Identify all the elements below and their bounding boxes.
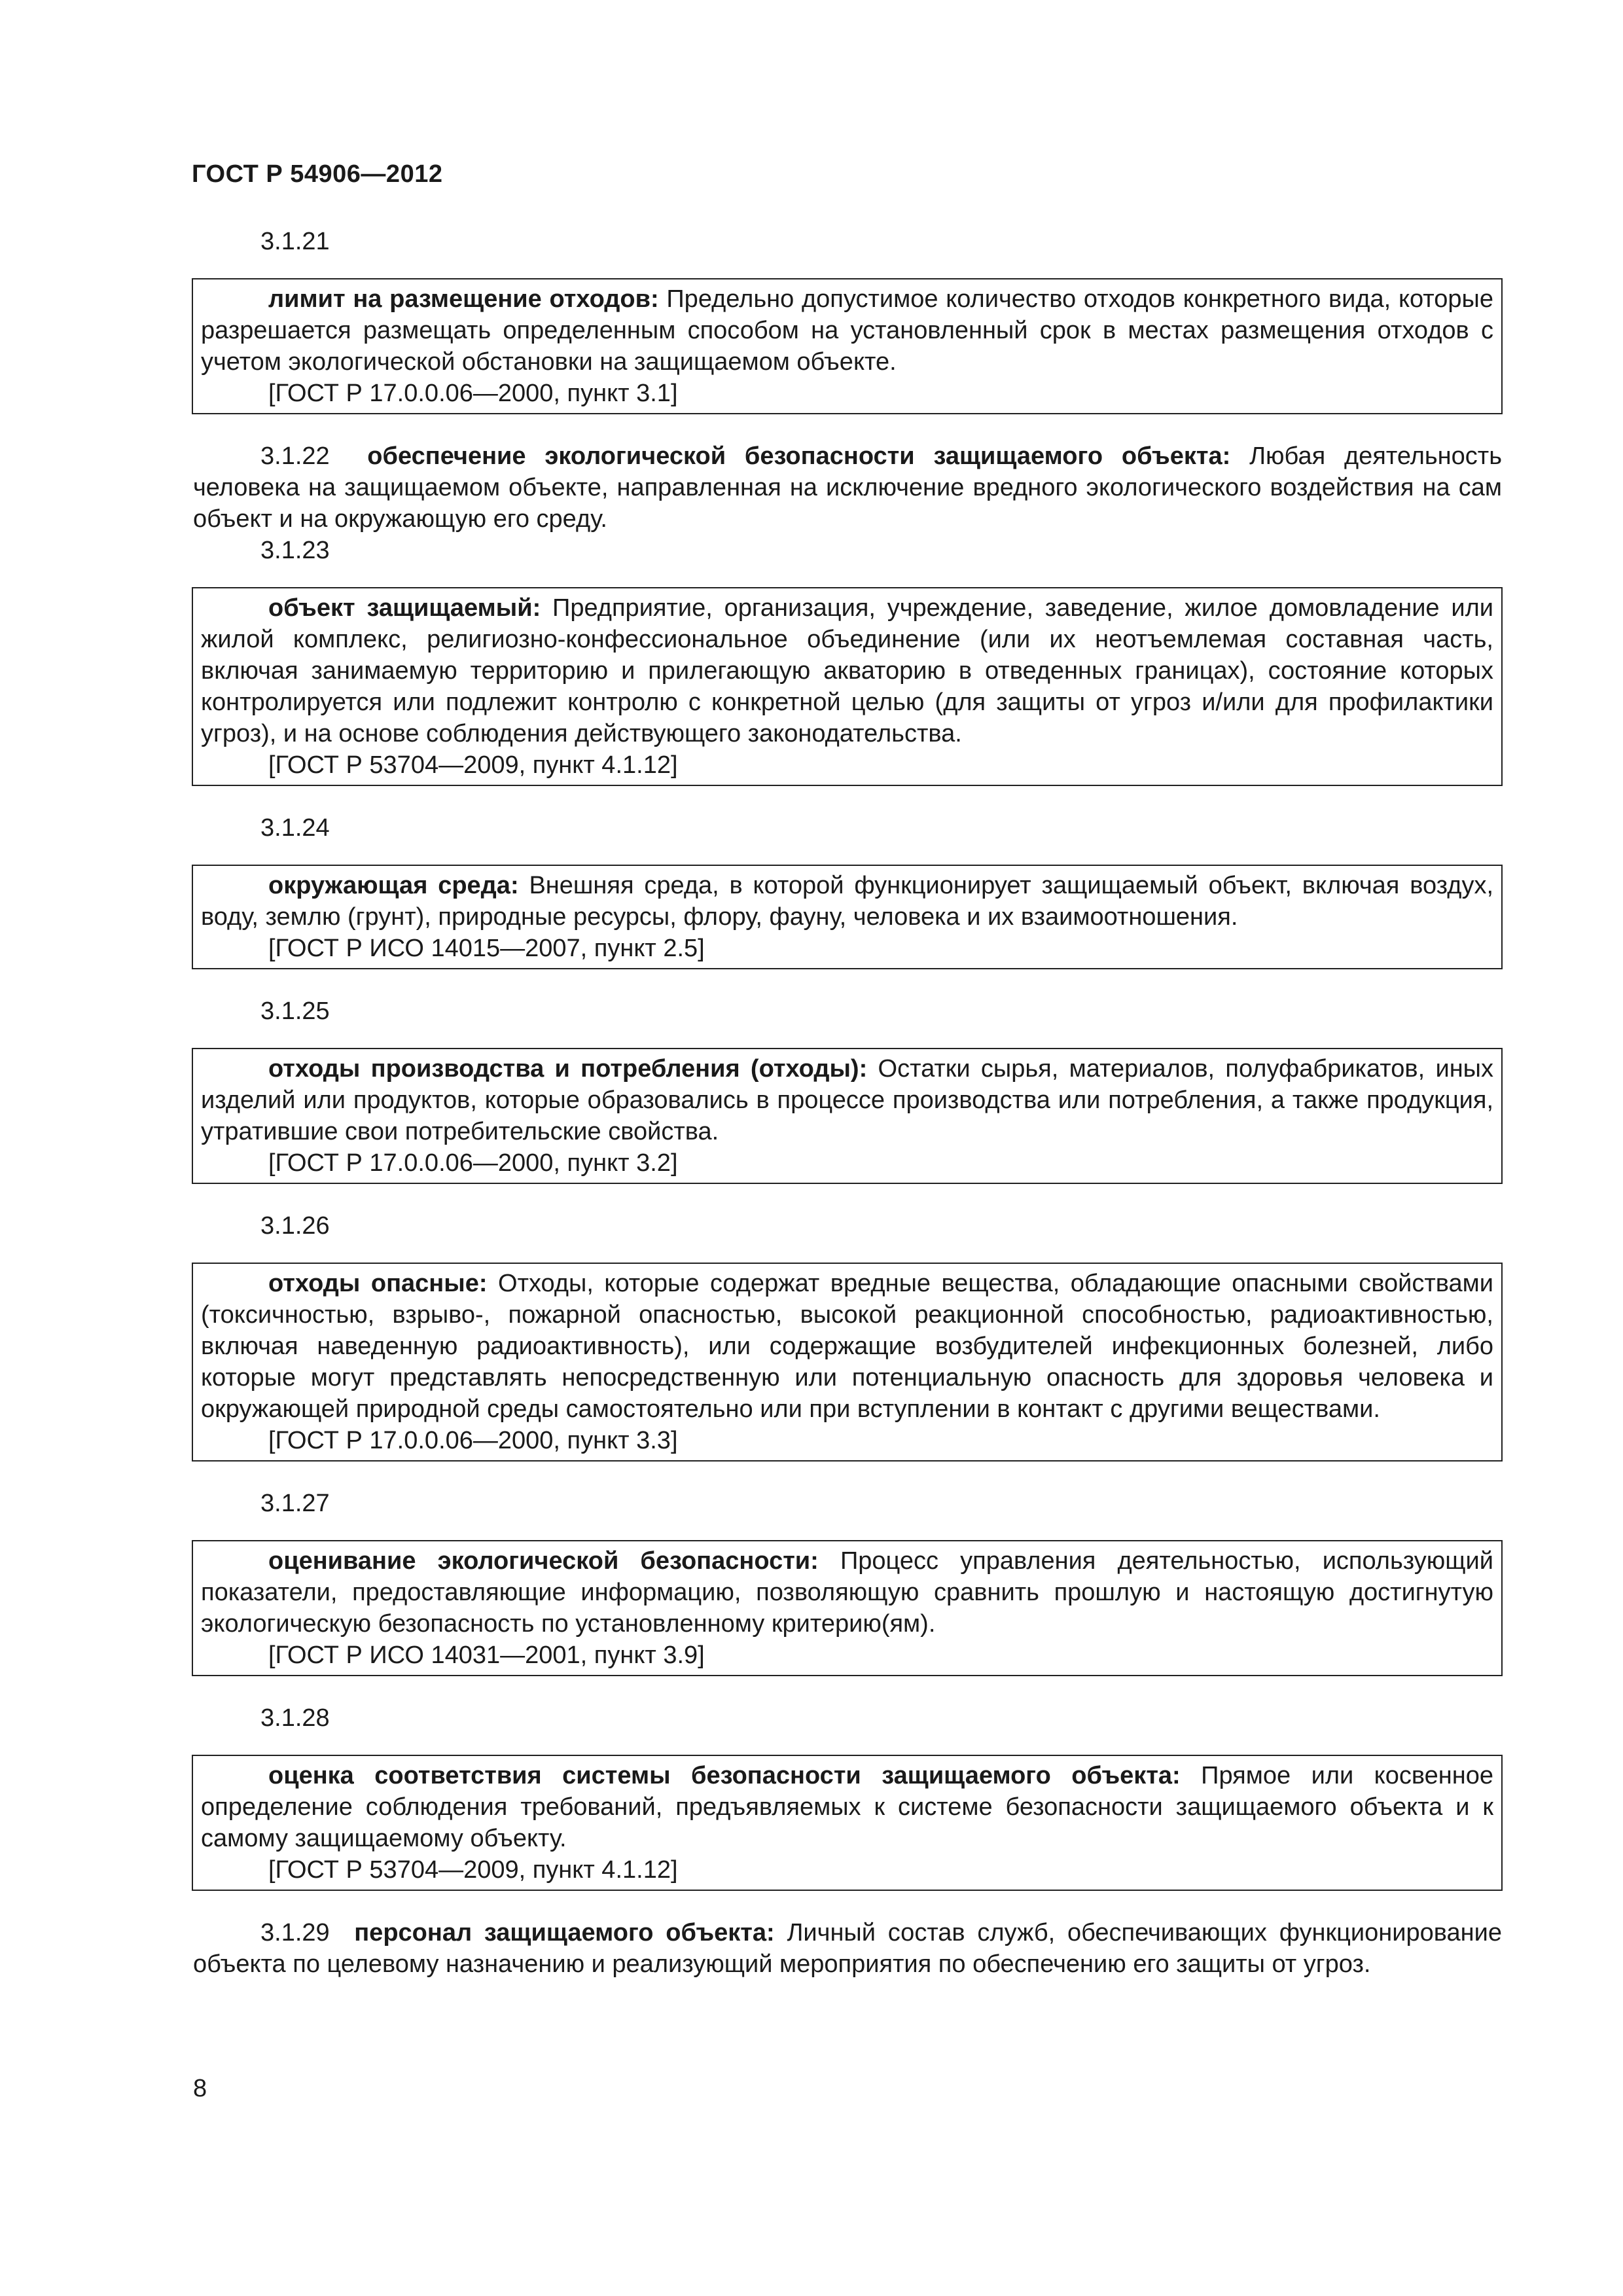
entry-number: 3.1.25: [260, 997, 330, 1025]
entry-definition: Предельно допустимое количество отходов конкретного вида, которые разрешается размещать определенным способом на установленный срок в местах размещения отходов с учетом экологической обстановки на защищаемом объекте.: [201, 285, 1493, 376]
entry-term: объект защищаемый:: [268, 594, 541, 622]
definition-box: [192, 587, 1503, 786]
entry-definition: Внешняя среда, в которой функционирует защищаемый объект, включая воздух, воду, землю (грунт), природные ресурсы, флору, фауну, человека и их взаимоотношения.: [201, 872, 1493, 931]
standard-code-header: ГОСТ Р 54906—2012: [192, 160, 443, 188]
entry-term: оценка соответствия системы безопасности защищаемого объекта:: [268, 1762, 1181, 1789]
entry-term: оценивание экологической безопасности:: [268, 1547, 819, 1575]
definition-box: [192, 1263, 1503, 1462]
entry-definition: Отходы, которые содержат вредные вещества, обладающие опасными свойствами (токсичностью, взрыво-, пожарной опасностью, высокой реакционной способностью, радиоактивностью, включая наведенную радиоактивность), или содержащие возбудителей инфекционных болезней, либо которые могут представлять непосредственную или потенциальную опасность для здоровья человека и окружающей природной среды самостоятельно или при вступлении в контакт с другими веществами.: [201, 1270, 1494, 1423]
definition-box: [192, 1755, 1503, 1891]
entry-term: окружающая среда:: [268, 872, 519, 899]
definition-paragraph: [193, 440, 1502, 535]
entry-reference: [ГОСТ Р ИСО 14015—2007, пункт 2.5]: [268, 935, 705, 962]
entry-term: отходы производства и потребления (отходы):: [268, 1055, 868, 1083]
entry-definition: Предприятие, организация, учреждение, заведение, жилое домовладение или жилой комплекс, религиозно-конфессиональное объединение (или их неотъемлемая составная часть, включая занимаемую территорию и прилегающую акваторию в отведенных границах), состояние которых контролируется или подлежит контролю с конкретной целью (для защиты от угроз и/или для профилактики угроз), и на основе соблюдения действующего законодательства.: [201, 594, 1493, 747]
entry-reference: [ГОСТ Р 53704—2009, пункт 4.1.12]: [268, 751, 678, 779]
entry-term: обеспечение экологической безопасности защищаемого объекта:: [367, 442, 1231, 470]
terms-section: [193, 226, 1502, 1980]
entry-reference: [ГОСТ Р 53704—2009, пункт 4.1.12]: [268, 1856, 678, 1884]
entry-number: 3.1.28: [260, 1704, 330, 1732]
entry-definition: Прямое или косвенное определение соблюдения требований, предъявляемых к системе безопасности защищаемого объекта и к самому защищаемому объекту.: [201, 1762, 1493, 1852]
entry-number: 3.1.26: [260, 1212, 330, 1240]
entry-definition: Процесс управления деятельностью, использующий показатели, предоставляющие информацию, позволяющую сравнить прошлую и настоящую достигнутую экологическую безопасность по установленному критерию(ям).: [201, 1547, 1493, 1638]
entry-reference: [ГОСТ Р 17.0.0.06—2000, пункт 3.2]: [268, 1149, 678, 1177]
definition-box: [192, 1048, 1503, 1184]
entry-number: 3.1.29: [260, 1919, 330, 1946]
definition-box: [192, 865, 1503, 969]
entry-reference: [ГОСТ Р ИСО 14031—2001, пункт 3.9]: [268, 1641, 705, 1669]
definition-box: [192, 278, 1503, 414]
entry-number: 3.1.27: [260, 1490, 330, 1517]
page-number: 8: [193, 2075, 207, 2102]
entry-number: 3.1.22: [260, 442, 330, 470]
definition-paragraph: [193, 1917, 1502, 1980]
entry-term: персонал защищаемого объекта:: [354, 1919, 775, 1946]
entry-number: 3.1.23: [260, 537, 330, 564]
entry-number: 3.1.24: [260, 814, 330, 842]
entry-definition: Любая деятельность человека на защищаемом объекте, направленная на исключение вредного экологического воздействия на сам объект и на окружающую его среду.: [193, 442, 1502, 533]
entry-definition: Остатки сырья, материалов, полуфабрикатов, иных изделий или продуктов, которые образовались в процессе производства или потребления, а также продукция, утратившие свои потребительские свойства.: [201, 1055, 1493, 1145]
entry-number: 3.1.21: [260, 228, 330, 255]
entry-definition: Личный состав служб, обеспечивающих функционирование объекта по целевому назначению и реализующий мероприятия по обеспечению его защиты от угроз.: [193, 1919, 1502, 1978]
definition-box: [192, 1540, 1503, 1676]
entry-term: отходы опасные:: [268, 1270, 488, 1297]
entry-reference: [ГОСТ Р 17.0.0.06—2000, пункт 3.1]: [268, 380, 678, 407]
entry-term: лимит на размещение отходов:: [268, 285, 659, 313]
entry-reference: [ГОСТ Р 17.0.0.06—2000, пункт 3.3]: [268, 1427, 678, 1454]
